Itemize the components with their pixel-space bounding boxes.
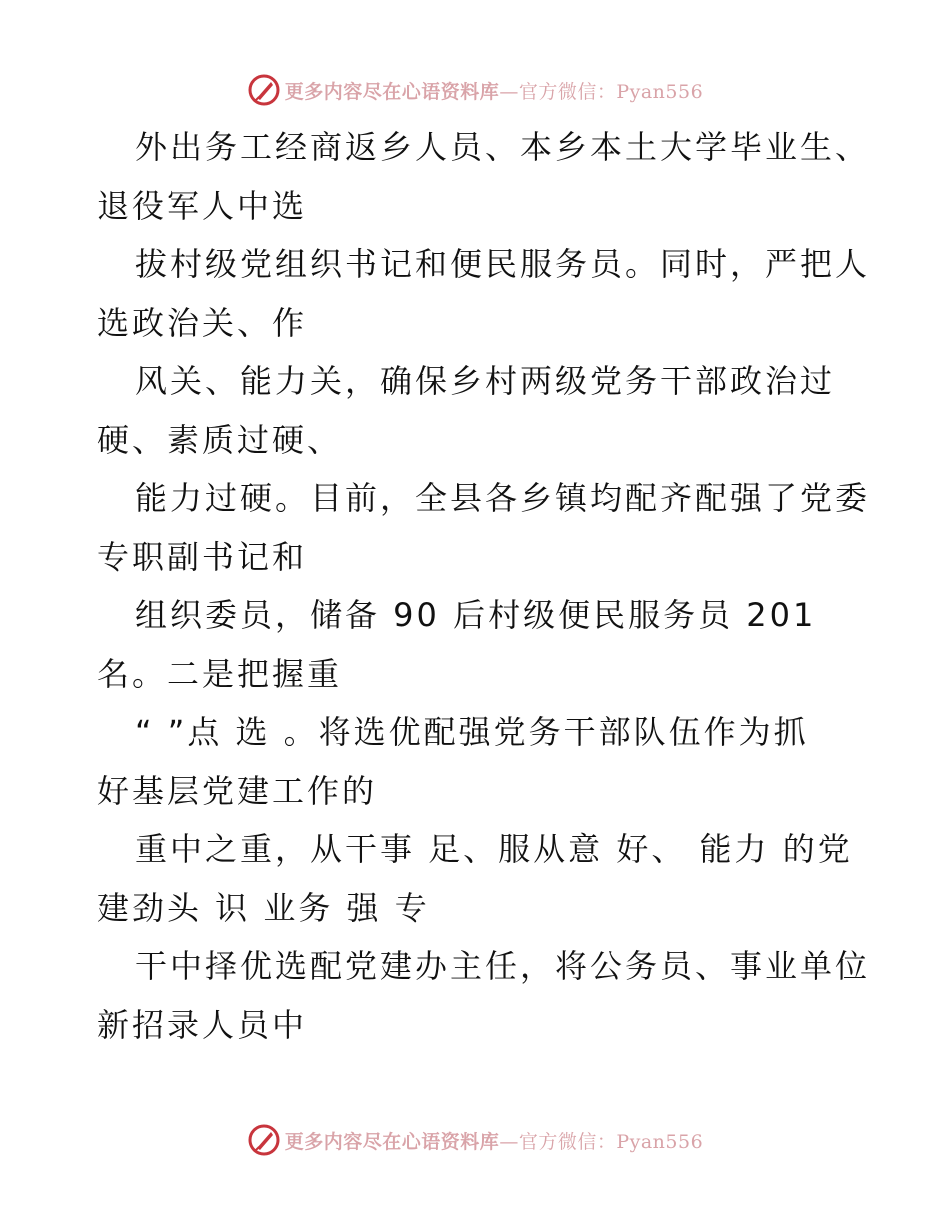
header-contact: 官方微信： xyxy=(518,80,617,103)
text-line: 风关、能力关，确保乡村两级党务干部政治过 xyxy=(135,362,836,400)
text-line: 拔村级党组织书记和便民服务员。同时，严把人 xyxy=(135,245,871,283)
header-dash: — xyxy=(499,80,519,103)
footer-dash: — xyxy=(499,1130,519,1153)
footer-brand: 更多内容尽在心语资料库 xyxy=(284,1130,500,1153)
text-line: 新招录人员中 xyxy=(97,1005,308,1044)
text-line: 硬、素质过硬、 xyxy=(97,420,343,459)
header-brand: 更多内容尽在心语资料库 xyxy=(284,80,500,103)
text-line: 专职副书记和 xyxy=(97,537,308,576)
footer-contact: 官方微信： xyxy=(518,1130,617,1153)
quill-logo-icon xyxy=(247,73,281,107)
text-line: 组织委员，储备 90 后村级便民服务员 201 xyxy=(135,596,817,634)
text-line: 外出务工经商返乡人员、本乡本土大学毕业生、 xyxy=(135,128,871,166)
text-line: 好基层党建工作的 xyxy=(97,771,378,810)
text-line: “ ”点 选 。将选优配强党务干部队伍作为抓 xyxy=(135,713,809,751)
body-text xyxy=(97,118,871,1054)
text-line: 能力过硬。目前，全县各乡镇均配齐配强了党委 xyxy=(135,479,871,517)
footer-wechat-id: Pyan556 xyxy=(616,1130,704,1153)
text-line: 名。二是把握重 xyxy=(97,654,343,693)
text-line: 干中择优选配党建办主任，将公务员、事业单位 xyxy=(135,947,871,985)
quill-logo-icon xyxy=(247,1123,281,1157)
text-line: 退役军人中选 xyxy=(97,186,308,225)
header-banner xyxy=(0,70,950,110)
text-line: 选政治关、作 xyxy=(97,303,308,342)
text-line: 建劲头 识 业务 强 专 xyxy=(97,888,430,927)
footer-banner xyxy=(0,1120,950,1160)
header-wechat-id: Pyan556 xyxy=(616,80,704,103)
text-line: 重中之重，从干事 足、服从意 好、 能力 的党 xyxy=(135,830,853,868)
